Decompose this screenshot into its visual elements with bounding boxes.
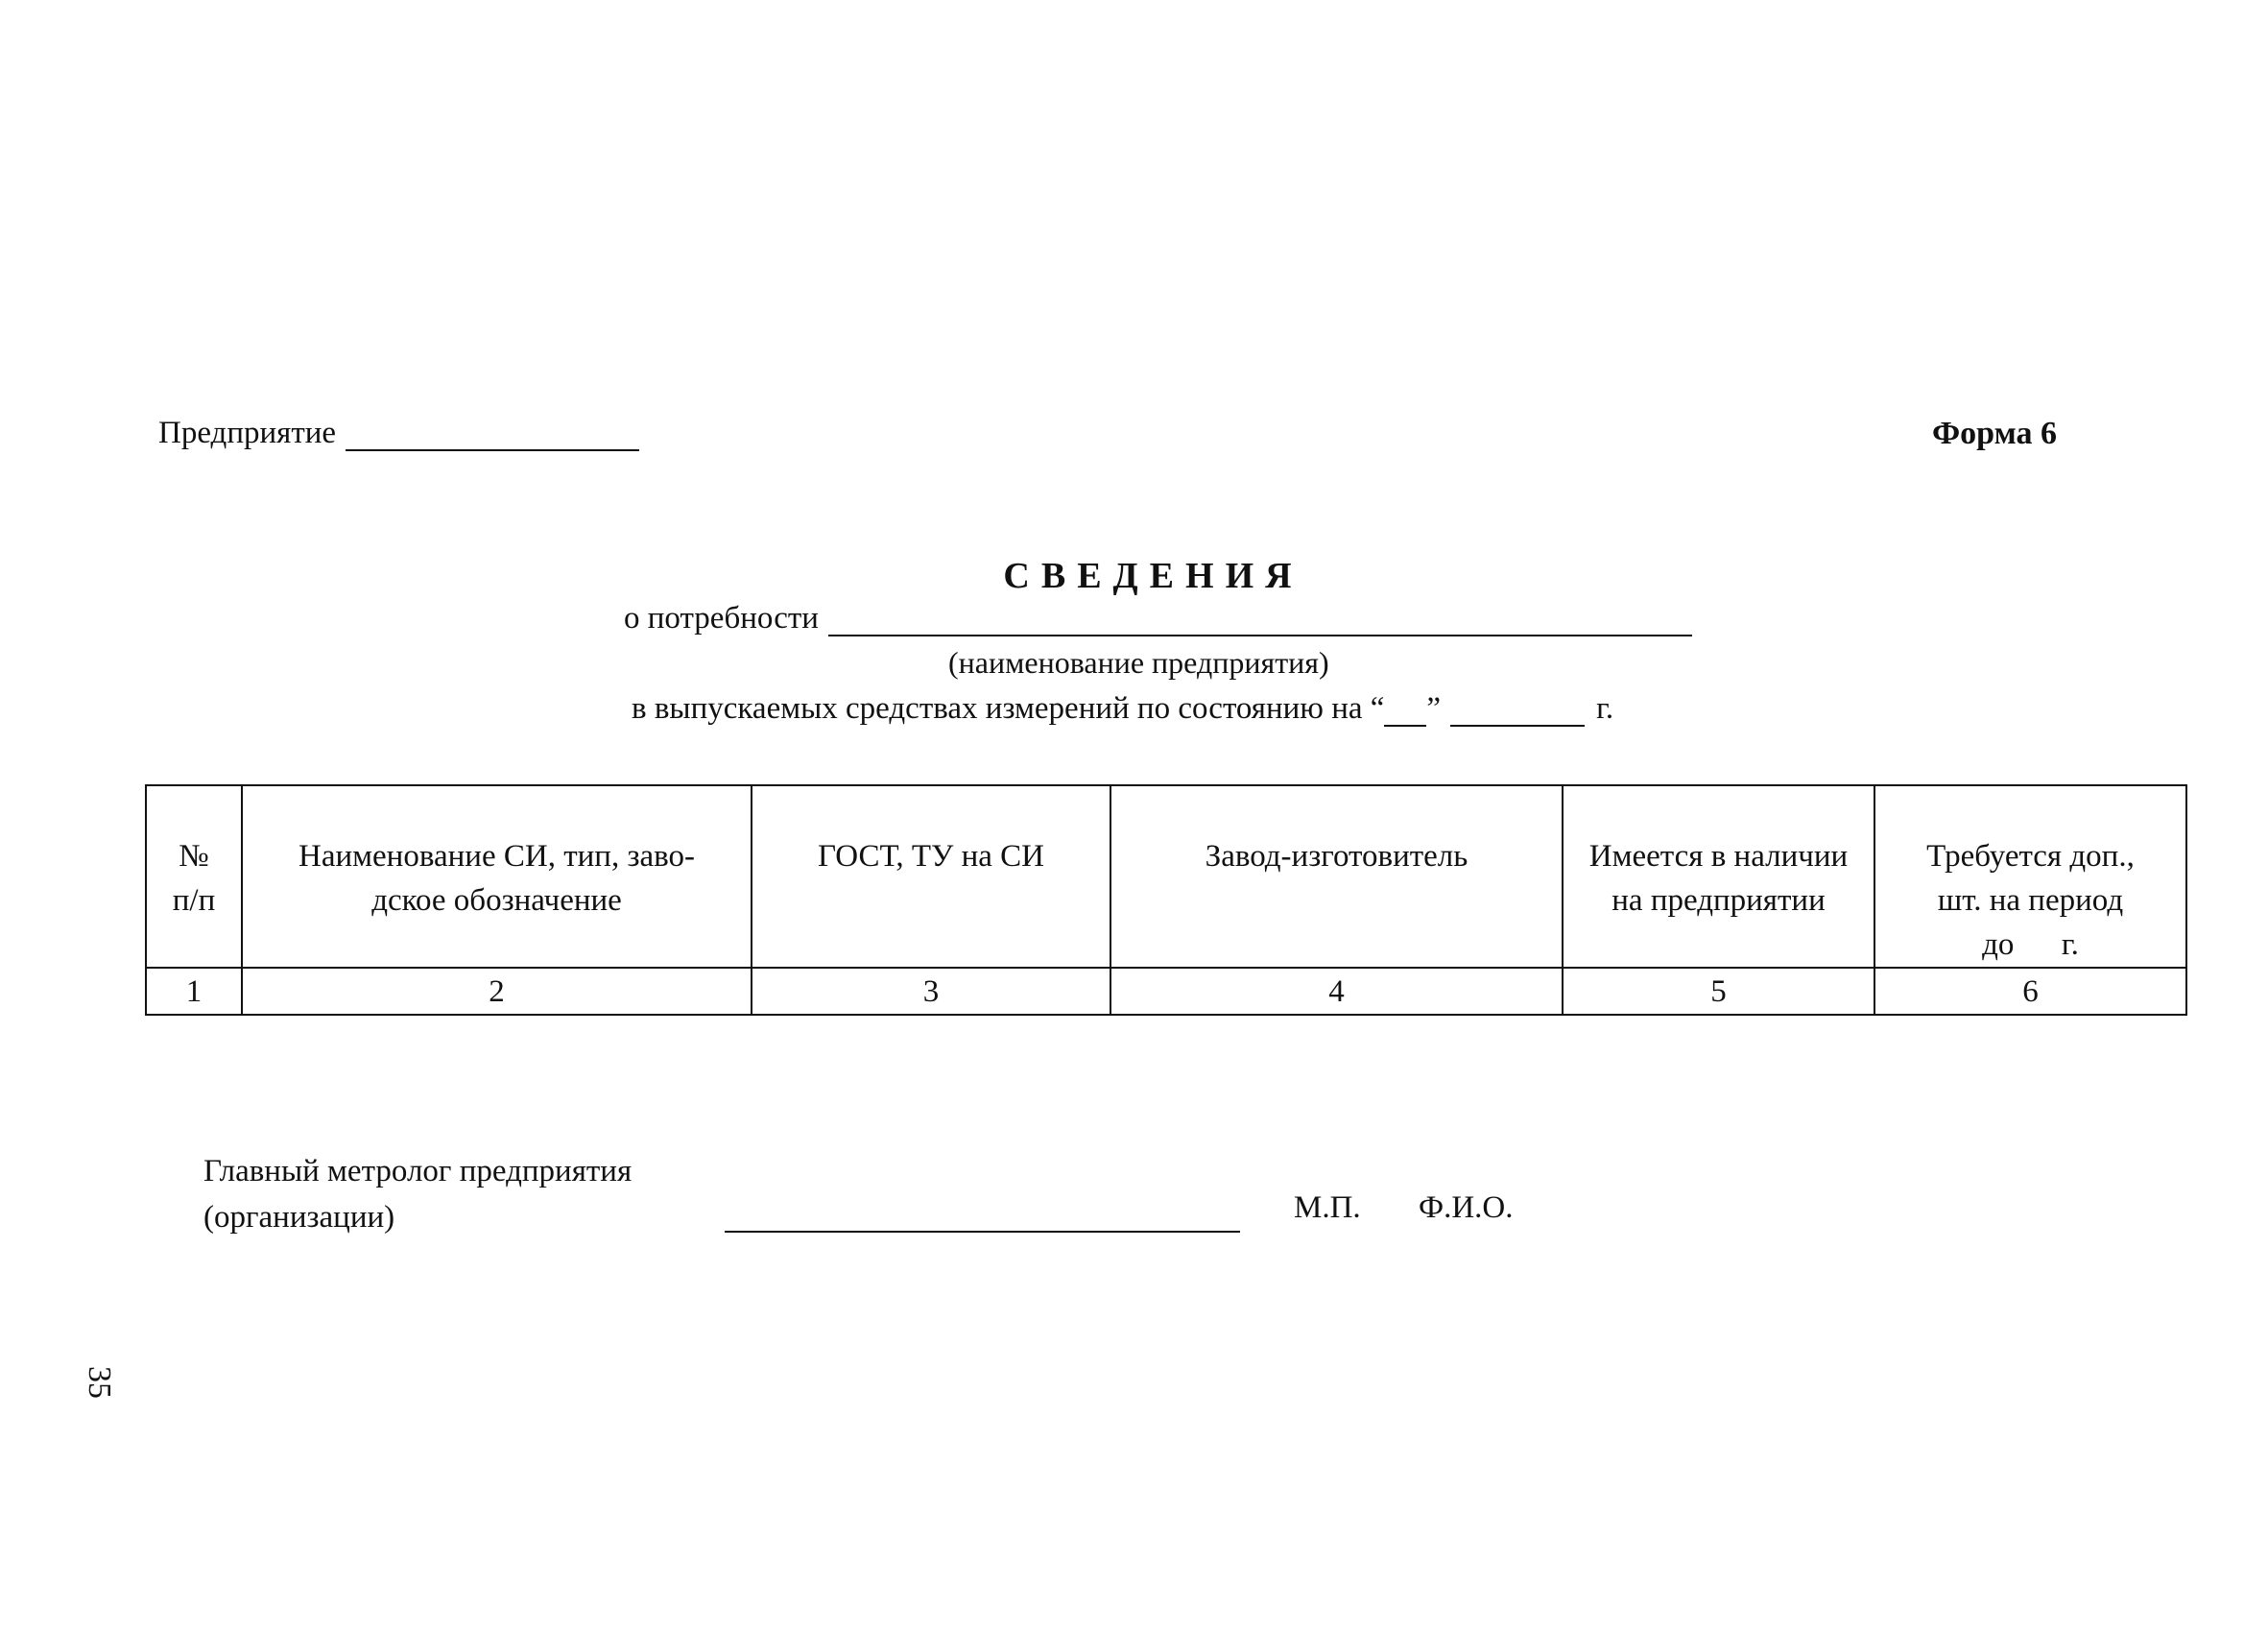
need-caption: (наименование предприятия) [948, 645, 1329, 680]
col-number-cell: 5 [1563, 968, 1874, 1015]
signatory-role-line2: (организации) [203, 1200, 395, 1235]
day-blank[interactable] [1384, 698, 1426, 727]
page-number: 35 [82, 1366, 117, 1399]
col-header-available: Имеется в наличии на предприятии [1563, 785, 1874, 968]
enterprise-name-blank[interactable] [828, 602, 1692, 636]
need-label: о потребности [624, 601, 819, 636]
state-date-line [632, 691, 1613, 727]
table-header-row [146, 785, 2186, 968]
col-header-standard: ГОСТ, ТУ на СИ [752, 785, 1110, 968]
col-number-cell: 4 [1110, 968, 1563, 1015]
needs-table [145, 784, 2187, 1016]
full-name-label: Ф.И.О. [1419, 1190, 1514, 1225]
enterprise-blank[interactable] [346, 417, 639, 451]
col-header-number: № п/п [146, 785, 242, 968]
state-suffix: г. [1596, 691, 1614, 726]
col-number-cell: 3 [752, 968, 1110, 1015]
enterprise-label: Предприятие [158, 416, 337, 450]
state-prefix: в выпускаемых средствах измерений по состоянию на “ [632, 691, 1385, 726]
col-number-cell: 2 [242, 968, 752, 1015]
document-title: СВЕДЕНИЯ [1003, 556, 1303, 596]
enterprise-field [158, 416, 639, 451]
col-number-cell: 1 [146, 968, 242, 1015]
form-number: Форма 6 [1931, 416, 2057, 451]
signatory-role [203, 1148, 632, 1240]
col-header-required: Требуется доп., шт. на период до г. [1874, 785, 2186, 968]
table-number-row [146, 968, 2186, 1015]
need-line [624, 601, 1692, 636]
month-year-blank[interactable] [1450, 698, 1585, 727]
stamp-label: М.П. [1294, 1190, 1361, 1225]
col-header-manufacturer: Завод-изготовитель [1110, 785, 1563, 968]
col-header-name: Наименование СИ, тип, заво- дское обозначение [242, 785, 752, 968]
signature-blank[interactable] [725, 1231, 1240, 1233]
state-middle: ” [1426, 691, 1442, 726]
signatory-role-line1: Главный метролог предприятия [203, 1154, 633, 1188]
col-number-cell: 6 [1874, 968, 2186, 1015]
